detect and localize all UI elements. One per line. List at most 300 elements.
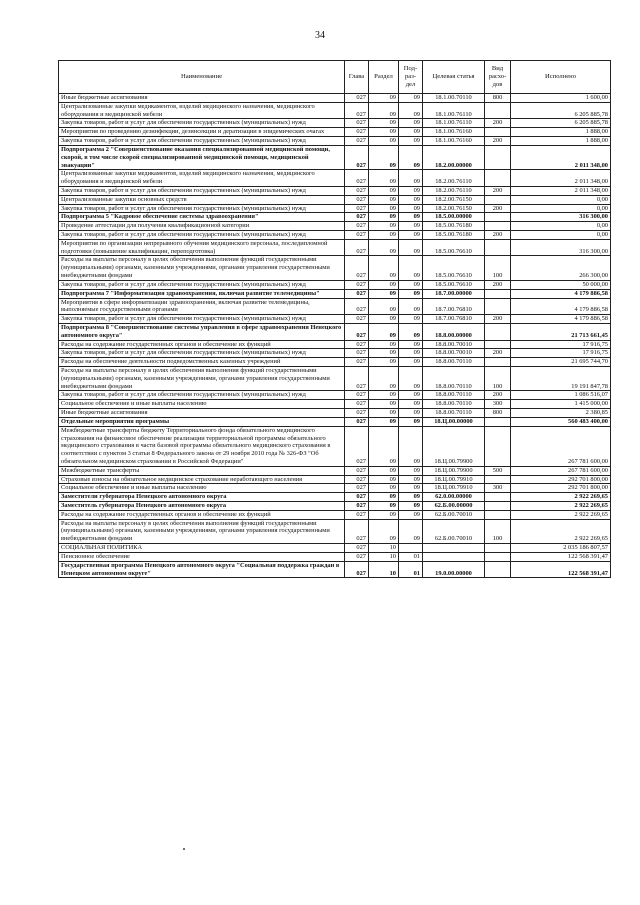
cell-chapter: 027 xyxy=(345,519,369,543)
cell-expense-type xyxy=(485,358,511,367)
table-row xyxy=(59,391,611,400)
cell-subsection: 09 xyxy=(399,466,423,475)
cell-name: Закупка товаров, работ и услуг для обеспечения государственных (муниципальных) нужд xyxy=(59,137,345,146)
cell-chapter: 027 xyxy=(345,367,369,391)
cell-target-article: 18.Ц.00.00000 xyxy=(423,417,485,426)
cell-executed: 17 916,75 xyxy=(511,349,611,358)
cell-target-article: 18.2.00.00000 xyxy=(423,145,485,169)
cell-executed: 560 483 400,00 xyxy=(511,417,611,426)
cell-section: 09 xyxy=(369,367,399,391)
cell-executed: 21 695 744,70 xyxy=(511,358,611,367)
cell-expense-type xyxy=(485,102,511,119)
cell-chapter: 027 xyxy=(345,493,369,502)
table-row xyxy=(59,213,611,222)
cell-section: 09 xyxy=(369,94,399,103)
cell-section: 09 xyxy=(369,289,399,298)
cell-target-article: 18.5.00.76610 xyxy=(423,280,485,289)
cell-name: Мероприятия в сфере информатизации здравоохранения, включая развитие телемедицины, выполняемые государственными органами xyxy=(59,298,345,315)
table-row xyxy=(59,119,611,128)
cell-expense-type: 100 xyxy=(485,519,511,543)
table-row xyxy=(59,519,611,543)
cell-target-article: 18.Ц.00.79910 xyxy=(423,484,485,493)
cell-expense-type: 200 xyxy=(485,204,511,213)
cell-section: 09 xyxy=(369,426,399,466)
cell-target-article: 18.2.00.76110 xyxy=(423,170,485,187)
cell-section: 10 xyxy=(369,552,399,561)
table-row xyxy=(59,400,611,409)
cell-chapter: 027 xyxy=(345,510,369,519)
cell-chapter: 027 xyxy=(345,340,369,349)
cell-expense-type xyxy=(485,426,511,466)
cell-executed: 17 916,75 xyxy=(511,340,611,349)
table-row xyxy=(59,417,611,426)
cell-chapter: 027 xyxy=(345,417,369,426)
cell-expense-type xyxy=(485,561,511,578)
cell-expense-type xyxy=(485,222,511,231)
cell-expense-type xyxy=(485,298,511,315)
cell-section: 09 xyxy=(369,222,399,231)
cell-name: Закупка товаров, работ и услуг для обеспечения государственных (муниципальных) нужд xyxy=(59,315,345,324)
cell-executed: 266 300,00 xyxy=(511,256,611,280)
cell-section: 09 xyxy=(369,195,399,204)
cell-subsection: 09 xyxy=(399,128,423,137)
cell-target-article: 18.1.00.76160 xyxy=(423,137,485,146)
cell-executed: 316 300,00 xyxy=(511,239,611,256)
cell-target-article: 18.7.00.76810 xyxy=(423,298,485,315)
cell-section: 09 xyxy=(369,256,399,280)
cell-expense-type xyxy=(485,493,511,502)
cell-name: Подпрограмма 7 "Информатизация здравоохранения, включая развитие телемедицины" xyxy=(59,289,345,298)
cell-target-article: 18.5.00.00000 xyxy=(423,213,485,222)
cell-subsection: 09 xyxy=(399,323,423,340)
cell-name: Расходы на содержание государственных органов и обеспечение их функций xyxy=(59,340,345,349)
cell-executed: 2 922 269,65 xyxy=(511,510,611,519)
cell-executed: 21 713 661,45 xyxy=(511,323,611,340)
table-row xyxy=(59,204,611,213)
cell-subsection: 09 xyxy=(399,280,423,289)
table-row xyxy=(59,340,611,349)
cell-expense-type: 300 xyxy=(485,400,511,409)
cell-section: 09 xyxy=(369,466,399,475)
cell-target-article: 18.Ц.00.79910 xyxy=(423,475,485,484)
cell-expense-type xyxy=(485,544,511,553)
cell-expense-type: 300 xyxy=(485,484,511,493)
cell-subsection: 09 xyxy=(399,400,423,409)
cell-executed: 0,00 xyxy=(511,204,611,213)
table-row xyxy=(59,409,611,418)
cell-section: 09 xyxy=(369,213,399,222)
table-body xyxy=(59,94,611,578)
cell-section: 09 xyxy=(369,502,399,511)
cell-expense-type: 200 xyxy=(485,186,511,195)
cell-section: 09 xyxy=(369,137,399,146)
cell-section: 09 xyxy=(369,119,399,128)
cell-subsection: 09 xyxy=(399,493,423,502)
cell-chapter: 027 xyxy=(345,409,369,418)
cell-chapter: 027 xyxy=(345,119,369,128)
cell-chapter: 027 xyxy=(345,280,369,289)
cell-executed: 2 011 348,00 xyxy=(511,170,611,187)
cell-subsection: 09 xyxy=(399,170,423,187)
cell-chapter: 027 xyxy=(345,195,369,204)
cell-subsection: 09 xyxy=(399,519,423,543)
cell-target-article xyxy=(423,552,485,561)
cell-subsection: 09 xyxy=(399,391,423,400)
cell-executed: 316 300,00 xyxy=(511,213,611,222)
cell-target-article: 18.Ц.00.79900 xyxy=(423,426,485,466)
table-row xyxy=(59,323,611,340)
cell-expense-type xyxy=(485,502,511,511)
table-row xyxy=(59,315,611,324)
cell-name: Пенсионное обеспечение xyxy=(59,552,345,561)
cell-executed: 1 086 516,07 xyxy=(511,391,611,400)
cell-target-article: 18.8.00.70110 xyxy=(423,400,485,409)
scan-artifact-dot xyxy=(183,848,185,850)
cell-name: Расходы на выплаты персоналу в целях обеспечения выполнения функций государственными (муниципальными) органами, казенными учреждениями, органами управления государственными внебюджетными фондами xyxy=(59,367,345,391)
cell-target-article: 18.5.00.76610 xyxy=(423,239,485,256)
cell-executed: 267 781 600,00 xyxy=(511,426,611,466)
cell-expense-type: 200 xyxy=(485,280,511,289)
cell-subsection: 09 xyxy=(399,367,423,391)
cell-target-article: 18.8.00.70110 xyxy=(423,409,485,418)
cell-section: 10 xyxy=(369,544,399,553)
table-row xyxy=(59,552,611,561)
cell-target-article: 18.1.00.76110 xyxy=(423,119,485,128)
cell-subsection: 09 xyxy=(399,409,423,418)
cell-name: Закупка товаров, работ и услуг для обеспечения государственных (муниципальных) нужд xyxy=(59,391,345,400)
cell-name: Отдельные мероприятия программы xyxy=(59,417,345,426)
cell-expense-type: 800 xyxy=(485,94,511,103)
cell-subsection: 09 xyxy=(399,289,423,298)
table-row xyxy=(59,186,611,195)
cell-executed: 0,00 xyxy=(511,231,611,240)
cell-name: Расходы на выплаты персоналу в целях обеспечения выполнения функций государственными (муниципальными) органами, казенными учреждениями, органами управления государственными внебюджетными фондами xyxy=(59,519,345,543)
cell-chapter: 027 xyxy=(345,349,369,358)
cell-executed: 292 701 800,00 xyxy=(511,484,611,493)
cell-subsection: 09 xyxy=(399,340,423,349)
cell-executed: 2 035 186 807,57 xyxy=(511,544,611,553)
table-row xyxy=(59,358,611,367)
cell-expense-type: 200 xyxy=(485,137,511,146)
cell-executed: 6 205 885,78 xyxy=(511,102,611,119)
cell-name: Государственная программа Ненецкого автономного округа "Социальная поддержка граждан в Ненецком автономном округе" xyxy=(59,561,345,578)
cell-section: 09 xyxy=(369,315,399,324)
cell-target-article: 18.8.00.70010 xyxy=(423,340,485,349)
cell-executed: 0,00 xyxy=(511,195,611,204)
budget-execution-table xyxy=(58,60,611,578)
cell-name: Закупка товаров, работ и услуг для обеспечения государственных (муниципальных) нужд xyxy=(59,186,345,195)
cell-section: 09 xyxy=(369,323,399,340)
cell-name: Мероприятия по организации непрерывного обучения медицинского персонала, последипломной подготовки (повышение квалификации, переподготовка) xyxy=(59,239,345,256)
header-executed: Исполнено xyxy=(511,61,611,94)
header-target-article: Целевая статья xyxy=(423,61,485,94)
table-row xyxy=(59,170,611,187)
cell-section: 09 xyxy=(369,170,399,187)
cell-name: Закупка товаров, работ и услуг для обеспечения государственных (муниципальных) нужд xyxy=(59,280,345,289)
cell-chapter: 027 xyxy=(345,475,369,484)
cell-target-article: 18.1.00.76160 xyxy=(423,128,485,137)
cell-chapter: 027 xyxy=(345,186,369,195)
cell-section: 09 xyxy=(369,484,399,493)
table-row xyxy=(59,493,611,502)
cell-chapter: 027 xyxy=(345,289,369,298)
cell-expense-type xyxy=(485,475,511,484)
cell-name: Централизованные закупки основных средств xyxy=(59,195,345,204)
header-expense-type: Вид расхо- дов xyxy=(485,61,511,94)
cell-name: СОЦИАЛЬНАЯ ПОЛИТИКА xyxy=(59,544,345,553)
cell-name: Закупка товаров, работ и услуг для обеспечения государственных (муниципальных) нужд xyxy=(59,119,345,128)
table-row xyxy=(59,222,611,231)
table-row xyxy=(59,239,611,256)
cell-expense-type: 100 xyxy=(485,367,511,391)
cell-subsection: 01 xyxy=(399,552,423,561)
cell-section: 09 xyxy=(369,204,399,213)
cell-section: 09 xyxy=(369,340,399,349)
cell-executed: 1 415 000,00 xyxy=(511,400,611,409)
cell-chapter: 027 xyxy=(345,94,369,103)
cell-target-article: 62.Б.00.70010 xyxy=(423,510,485,519)
cell-name: Социальное обеспечение и иные выплаты населению xyxy=(59,400,345,409)
cell-subsection: 09 xyxy=(399,484,423,493)
cell-target-article: 62.Б.00.70010 xyxy=(423,519,485,543)
table-header-row xyxy=(59,61,611,94)
cell-name: Расходы на выплаты персоналу в целях обеспечения выполнения функций государственными (муниципальными) органами, казенными учреждениями, органами управления государственными внебюджетными фондами xyxy=(59,256,345,280)
cell-name: Заместители губернатора Ненецкого автономного округа xyxy=(59,493,345,502)
table-row xyxy=(59,510,611,519)
cell-target-article: 18.Ц.00.79900 xyxy=(423,466,485,475)
cell-target-article xyxy=(423,544,485,553)
cell-name: Заместитель губернатора Ненецкого автономного округа xyxy=(59,502,345,511)
cell-target-article: 18.8.00.00000 xyxy=(423,323,485,340)
cell-expense-type xyxy=(485,510,511,519)
cell-executed: 0,00 xyxy=(511,222,611,231)
cell-section: 09 xyxy=(369,510,399,519)
cell-executed: 292 701 800,00 xyxy=(511,475,611,484)
cell-name: Подпрограмма 8 "Совершенствование системы управления в сфере здравоохранения Ненецкого автономного округа" xyxy=(59,323,345,340)
cell-section: 09 xyxy=(369,239,399,256)
cell-subsection: 09 xyxy=(399,256,423,280)
cell-subsection: 09 xyxy=(399,239,423,256)
cell-executed: 1 888,00 xyxy=(511,128,611,137)
cell-chapter: 027 xyxy=(345,561,369,578)
cell-executed: 2 922 269,65 xyxy=(511,493,611,502)
cell-executed: 6 205 885,78 xyxy=(511,119,611,128)
cell-subsection: 09 xyxy=(399,119,423,128)
cell-chapter: 027 xyxy=(345,128,369,137)
table-row xyxy=(59,475,611,484)
cell-chapter: 027 xyxy=(345,213,369,222)
cell-subsection: 09 xyxy=(399,137,423,146)
cell-subsection: 09 xyxy=(399,417,423,426)
table-row xyxy=(59,544,611,553)
cell-expense-type xyxy=(485,195,511,204)
cell-chapter: 027 xyxy=(345,358,369,367)
cell-target-article: 19.0.00.00000 xyxy=(423,561,485,578)
cell-chapter: 027 xyxy=(345,145,369,169)
cell-section: 09 xyxy=(369,231,399,240)
cell-subsection: 09 xyxy=(399,204,423,213)
cell-expense-type xyxy=(485,213,511,222)
cell-section: 09 xyxy=(369,298,399,315)
cell-name: Социальное обеспечение и иные выплаты населению xyxy=(59,484,345,493)
cell-chapter: 027 xyxy=(345,239,369,256)
table-row xyxy=(59,426,611,466)
cell-subsection: 09 xyxy=(399,315,423,324)
cell-executed: 2 011 348,00 xyxy=(511,186,611,195)
cell-expense-type: 800 xyxy=(485,409,511,418)
table-row xyxy=(59,137,611,146)
table-row xyxy=(59,484,611,493)
cell-target-article: 18.8.00.70010 xyxy=(423,349,485,358)
cell-name: Централизованные закупки медикаментов, изделий медицинского назначения, медицинского оборудования и медицинской мебели xyxy=(59,170,345,187)
cell-subsection: 09 xyxy=(399,231,423,240)
cell-target-article: 18.5.00.76180 xyxy=(423,222,485,231)
cell-subsection: 09 xyxy=(399,213,423,222)
cell-subsection: 09 xyxy=(399,102,423,119)
cell-name: Страховые взносы на обязательное медицинское страхование неработающего населения xyxy=(59,475,345,484)
cell-section: 09 xyxy=(369,519,399,543)
cell-executed: 1 600,00 xyxy=(511,94,611,103)
header-name: Наименование xyxy=(59,61,345,94)
table-row xyxy=(59,561,611,578)
cell-chapter: 027 xyxy=(345,298,369,315)
cell-chapter: 027 xyxy=(345,426,369,466)
cell-target-article: 18.5.00.76610 xyxy=(423,256,485,280)
cell-name: Мероприятия по проведению дезинфекции, дезинсекции и дератизации в эпидемических очагах xyxy=(59,128,345,137)
cell-executed: 2 011 348,00 xyxy=(511,145,611,169)
cell-expense-type: 200 xyxy=(485,315,511,324)
cell-chapter: 027 xyxy=(345,204,369,213)
cell-target-article: 18.8.00.70110 xyxy=(423,391,485,400)
cell-executed: 4 179 886,58 xyxy=(511,315,611,324)
cell-expense-type xyxy=(485,170,511,187)
cell-chapter: 027 xyxy=(345,502,369,511)
cell-subsection: 09 xyxy=(399,94,423,103)
cell-subsection: 09 xyxy=(399,502,423,511)
cell-target-article: 18.2.00.76150 xyxy=(423,204,485,213)
table-row xyxy=(59,367,611,391)
cell-chapter: 027 xyxy=(345,315,369,324)
cell-executed: 2 922 269,65 xyxy=(511,519,611,543)
cell-section: 09 xyxy=(369,128,399,137)
table-row xyxy=(59,195,611,204)
cell-section: 09 xyxy=(369,409,399,418)
cell-executed: 4 179 886,58 xyxy=(511,298,611,315)
cell-expense-type xyxy=(485,239,511,256)
cell-target-article: 18.7.00.00000 xyxy=(423,289,485,298)
table-row xyxy=(59,102,611,119)
cell-target-article: 18.2.00.76150 xyxy=(423,195,485,204)
cell-chapter: 027 xyxy=(345,466,369,475)
header-chapter: Глава xyxy=(345,61,369,94)
header-section: Раздел xyxy=(369,61,399,94)
cell-target-article: 18.1.00.70110 xyxy=(423,94,485,103)
cell-name: Межбюджетные трансферты xyxy=(59,466,345,475)
cell-name: Централизованные закупки медикаментов, изделий медицинского назначения, медицинского оборудования и медицинской мебели xyxy=(59,102,345,119)
cell-subsection: 09 xyxy=(399,195,423,204)
cell-target-article: 62.Б.00.00000 xyxy=(423,502,485,511)
table-row xyxy=(59,145,611,169)
cell-section: 09 xyxy=(369,280,399,289)
cell-chapter: 027 xyxy=(345,484,369,493)
cell-name: Расходы на обеспечение деятельности подведомственных казенных учреждений xyxy=(59,358,345,367)
cell-chapter: 027 xyxy=(345,400,369,409)
cell-target-article: 18.8.00.70110 xyxy=(423,367,485,391)
cell-expense-type: 200 xyxy=(485,391,511,400)
cell-expense-type xyxy=(485,340,511,349)
cell-chapter: 027 xyxy=(345,544,369,553)
cell-target-article: 62.0.00.00000 xyxy=(423,493,485,502)
cell-executed: 19 191 847,78 xyxy=(511,367,611,391)
cell-section: 09 xyxy=(369,400,399,409)
cell-executed: 122 568 391,47 xyxy=(511,561,611,578)
cell-target-article: 18.2.00.76110 xyxy=(423,186,485,195)
cell-chapter: 027 xyxy=(345,137,369,146)
cell-section: 09 xyxy=(369,391,399,400)
cell-chapter: 027 xyxy=(345,102,369,119)
cell-section: 09 xyxy=(369,475,399,484)
table-row xyxy=(59,349,611,358)
cell-subsection: 09 xyxy=(399,510,423,519)
cell-expense-type: 200 xyxy=(485,349,511,358)
cell-section: 09 xyxy=(369,358,399,367)
cell-subsection: 09 xyxy=(399,222,423,231)
cell-subsection: 09 xyxy=(399,298,423,315)
cell-name: Иные бюджетные ассигнования xyxy=(59,94,345,103)
cell-section: 09 xyxy=(369,349,399,358)
cell-expense-type: 100 xyxy=(485,256,511,280)
table-row xyxy=(59,94,611,103)
cell-subsection: 09 xyxy=(399,426,423,466)
cell-subsection: 09 xyxy=(399,475,423,484)
cell-chapter: 027 xyxy=(345,391,369,400)
cell-subsection: 09 xyxy=(399,358,423,367)
cell-name: Подпрограмма 2 "Совершенствование оказания специализированной медицинской помощи, скорой, в том числе скорой специализированной медицинской помощи, медицинской эвакуации" xyxy=(59,145,345,169)
cell-subsection: 09 xyxy=(399,145,423,169)
table-row xyxy=(59,289,611,298)
cell-name: Расходы на содержание государственных органов и обеспечение их функций xyxy=(59,510,345,519)
cell-target-article: 18.1.00.76110 xyxy=(423,102,485,119)
table-row xyxy=(59,298,611,315)
cell-name: Закупка товаров, работ и услуг для обеспечения государственных (муниципальных) нужд xyxy=(59,204,345,213)
cell-section: 09 xyxy=(369,102,399,119)
cell-expense-type xyxy=(485,552,511,561)
cell-expense-type xyxy=(485,417,511,426)
cell-subsection: 09 xyxy=(399,186,423,195)
cell-executed: 267 781 600,00 xyxy=(511,466,611,475)
cell-executed: 2 380,85 xyxy=(511,409,611,418)
page-number: 34 xyxy=(315,30,325,41)
cell-expense-type xyxy=(485,289,511,298)
cell-expense-type: 500 xyxy=(485,466,511,475)
cell-expense-type: 200 xyxy=(485,119,511,128)
table-row xyxy=(59,231,611,240)
cell-chapter: 027 xyxy=(345,256,369,280)
table-row xyxy=(59,128,611,137)
table-row xyxy=(59,256,611,280)
cell-subsection: 09 xyxy=(399,349,423,358)
cell-chapter: 027 xyxy=(345,323,369,340)
cell-name: Подпрограмма 5 "Кадровое обеспечение системы здравоохранения" xyxy=(59,213,345,222)
cell-section: 09 xyxy=(369,186,399,195)
cell-section: 10 xyxy=(369,561,399,578)
cell-expense-type xyxy=(485,128,511,137)
cell-executed: 1 888,00 xyxy=(511,137,611,146)
cell-target-article: 18.7.00.76810 xyxy=(423,315,485,324)
cell-subsection xyxy=(399,544,423,553)
cell-expense-type: 200 xyxy=(485,231,511,240)
cell-expense-type xyxy=(485,323,511,340)
